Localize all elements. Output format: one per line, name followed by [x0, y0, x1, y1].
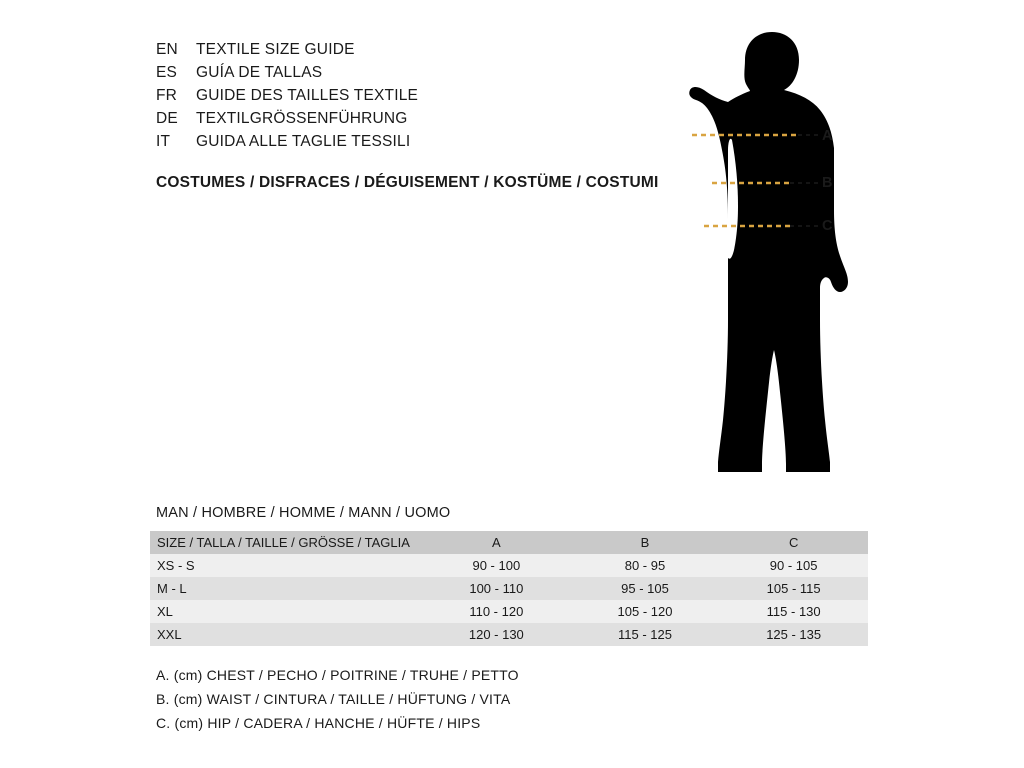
silhouette-svg — [650, 20, 900, 480]
cell-c: 115 - 130 — [719, 600, 868, 623]
body-silhouette-figure — [650, 20, 900, 480]
cell-b: 115 - 125 — [571, 623, 720, 646]
cell-size: XXL — [150, 623, 422, 646]
note-hip: C. (cm) HIP / CADERA / HANCHE / HÜFTE / HIPS — [156, 715, 481, 731]
costumes-subtitle: COSTUMES / DISFRACES / DÉGUISEMENT / KOSTÜME / COSTUMI — [156, 174, 659, 191]
cell-size: XS - S — [150, 554, 422, 577]
measurement-notes — [156, 663, 519, 735]
cell-a: 100 - 110 — [422, 577, 571, 600]
cell-size: XL — [150, 600, 422, 623]
language-row — [156, 130, 626, 153]
cell-b: 105 - 120 — [571, 600, 720, 623]
table-header-row — [150, 531, 868, 554]
language-code: IT — [156, 133, 171, 150]
language-text: GUIDA ALLE TAGLIE TESSILI — [196, 133, 411, 150]
column-header-c: C — [719, 531, 868, 554]
cell-b: 95 - 105 — [571, 577, 720, 600]
silhouette-shape — [689, 32, 848, 472]
language-code: DE — [156, 110, 178, 127]
note-chest: A. (cm) CHEST / PECHO / POITRINE / TRUHE / PETTO — [156, 667, 519, 683]
cell-a: 120 - 130 — [422, 623, 571, 646]
language-text: TEXTILE SIZE GUIDE — [196, 41, 355, 58]
language-row — [156, 38, 626, 61]
language-list — [156, 38, 626, 153]
language-text: GUÍA DE TALLAS — [196, 64, 323, 81]
language-code: EN — [156, 41, 178, 58]
size-table — [150, 531, 868, 646]
cell-b: 80 - 95 — [571, 554, 720, 577]
measure-label-c: C — [822, 218, 833, 234]
cell-a: 110 - 120 — [422, 600, 571, 623]
language-code: ES — [156, 64, 178, 81]
column-header-a: A — [422, 531, 571, 554]
cell-c: 105 - 115 — [719, 577, 868, 600]
size-table-body — [150, 554, 868, 646]
language-text: TEXTILGRÖSSENFÜHRUNG — [196, 110, 408, 127]
language-row — [156, 84, 626, 107]
table-heading: MAN / HOMBRE / HOMME / MANN / UOMO — [156, 505, 451, 521]
language-row — [156, 107, 626, 130]
cell-size: M - L — [150, 577, 422, 600]
cell-c: 90 - 105 — [719, 554, 868, 577]
measure-label-a: A — [822, 128, 833, 144]
table-row — [150, 623, 868, 646]
table-row — [150, 577, 868, 600]
cell-a: 90 - 100 — [422, 554, 571, 577]
language-row — [156, 61, 626, 84]
cell-c: 125 - 135 — [719, 623, 868, 646]
language-code: FR — [156, 87, 178, 104]
table-row — [150, 600, 868, 623]
table-row — [150, 554, 868, 577]
language-text: GUIDE DES TAILLES TEXTILE — [196, 87, 419, 104]
column-header-b: B — [571, 531, 720, 554]
measure-label-b: B — [822, 175, 833, 191]
size-table-head — [150, 531, 868, 554]
column-header-size: SIZE / TALLA / TAILLE / GRÖSSE / TAGLIA — [150, 531, 422, 554]
note-waist: B. (cm) WAIST / CINTURA / TAILLE / HÜFTUNG / VITA — [156, 691, 511, 707]
